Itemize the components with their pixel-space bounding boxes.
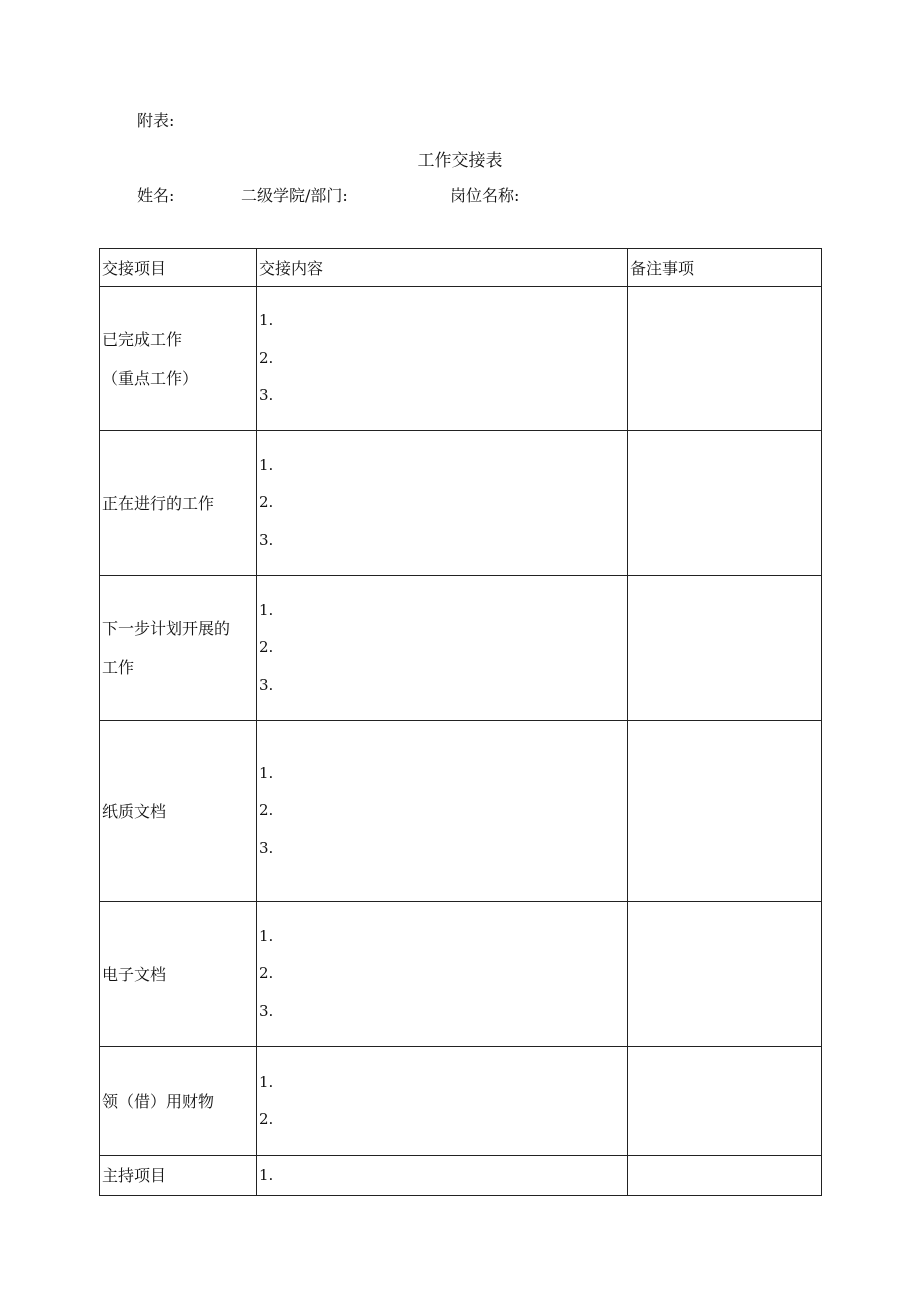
content-item: 2. [259,348,274,367]
table-row [100,1156,822,1196]
category-label: 下一步计划开展的 [102,619,231,638]
category-cell [100,1156,257,1196]
category-label: 纸质文档 [102,801,167,821]
handover-table [99,248,822,1196]
content-item: 2. [259,1110,274,1128]
department-field-label: 二级学院/部门: [241,186,348,205]
category-label: 领（借）用财物 [102,1091,215,1111]
content-item: 1. [259,600,274,619]
content-item: 3. [259,530,274,549]
table-row [100,576,822,721]
category-cell [100,721,257,902]
remark-cell[interactable] [628,721,822,902]
remark-cell[interactable] [628,1156,822,1196]
content-item: 3. [259,838,274,857]
content-cell[interactable] [257,576,628,721]
table-row [100,902,822,1047]
category-cell [100,576,257,721]
appendix-label: 附表: [137,111,175,130]
content-item: 2. [259,801,274,820]
content-item: 2. [259,493,274,512]
table-row [100,721,822,902]
content-item: 3. [259,675,274,694]
category-cell [100,1047,257,1156]
table-row [100,431,822,576]
content-item: 3. [259,1001,274,1020]
header-remark-label: 备注事项 [630,259,695,278]
content-cell[interactable] [257,1047,628,1156]
content-item: 1. [259,1072,274,1091]
header-category-label: 交接项目 [102,259,167,278]
category-label: 正在进行的工作 [102,493,215,513]
document-title: 工作交接表 [417,151,503,171]
table-header-row [100,249,822,287]
header-category [100,249,257,287]
remark-cell[interactable] [628,431,822,576]
content-cell[interactable] [257,431,628,576]
category-cell [100,287,257,431]
table-row [100,1047,822,1156]
content-item: 1. [259,455,274,474]
content-cell[interactable] [257,1156,628,1196]
content-cell[interactable] [257,721,628,902]
category-label: 电子文档 [102,964,167,984]
content-item: 2. [259,638,274,657]
content-item: 3. [259,386,274,405]
header-remark [628,249,822,287]
remark-cell[interactable] [628,287,822,431]
category-label: 已完成工作 [102,329,183,349]
header-content [257,249,628,287]
header-content-label: 交接内容 [259,259,324,278]
position-field-label: 岗位名称: [450,186,520,205]
category-cell [100,431,257,576]
category-label: （重点工作） [102,368,199,388]
remark-cell[interactable] [628,902,822,1047]
remark-cell[interactable] [628,576,822,721]
name-field-label: 姓名: [137,186,175,205]
remark-cell[interactable] [628,1047,822,1156]
content-item: 1. [259,763,274,782]
table-row [100,287,822,431]
category-cell [100,902,257,1047]
content-item: 1. [259,1166,274,1184]
content-cell[interactable] [257,287,628,431]
content-item: 2. [259,964,274,983]
category-label: 工作 [102,658,135,677]
content-item: 1. [259,311,274,330]
category-label: 主持项目 [102,1166,167,1185]
content-cell[interactable] [257,902,628,1047]
content-item: 1. [259,926,274,945]
